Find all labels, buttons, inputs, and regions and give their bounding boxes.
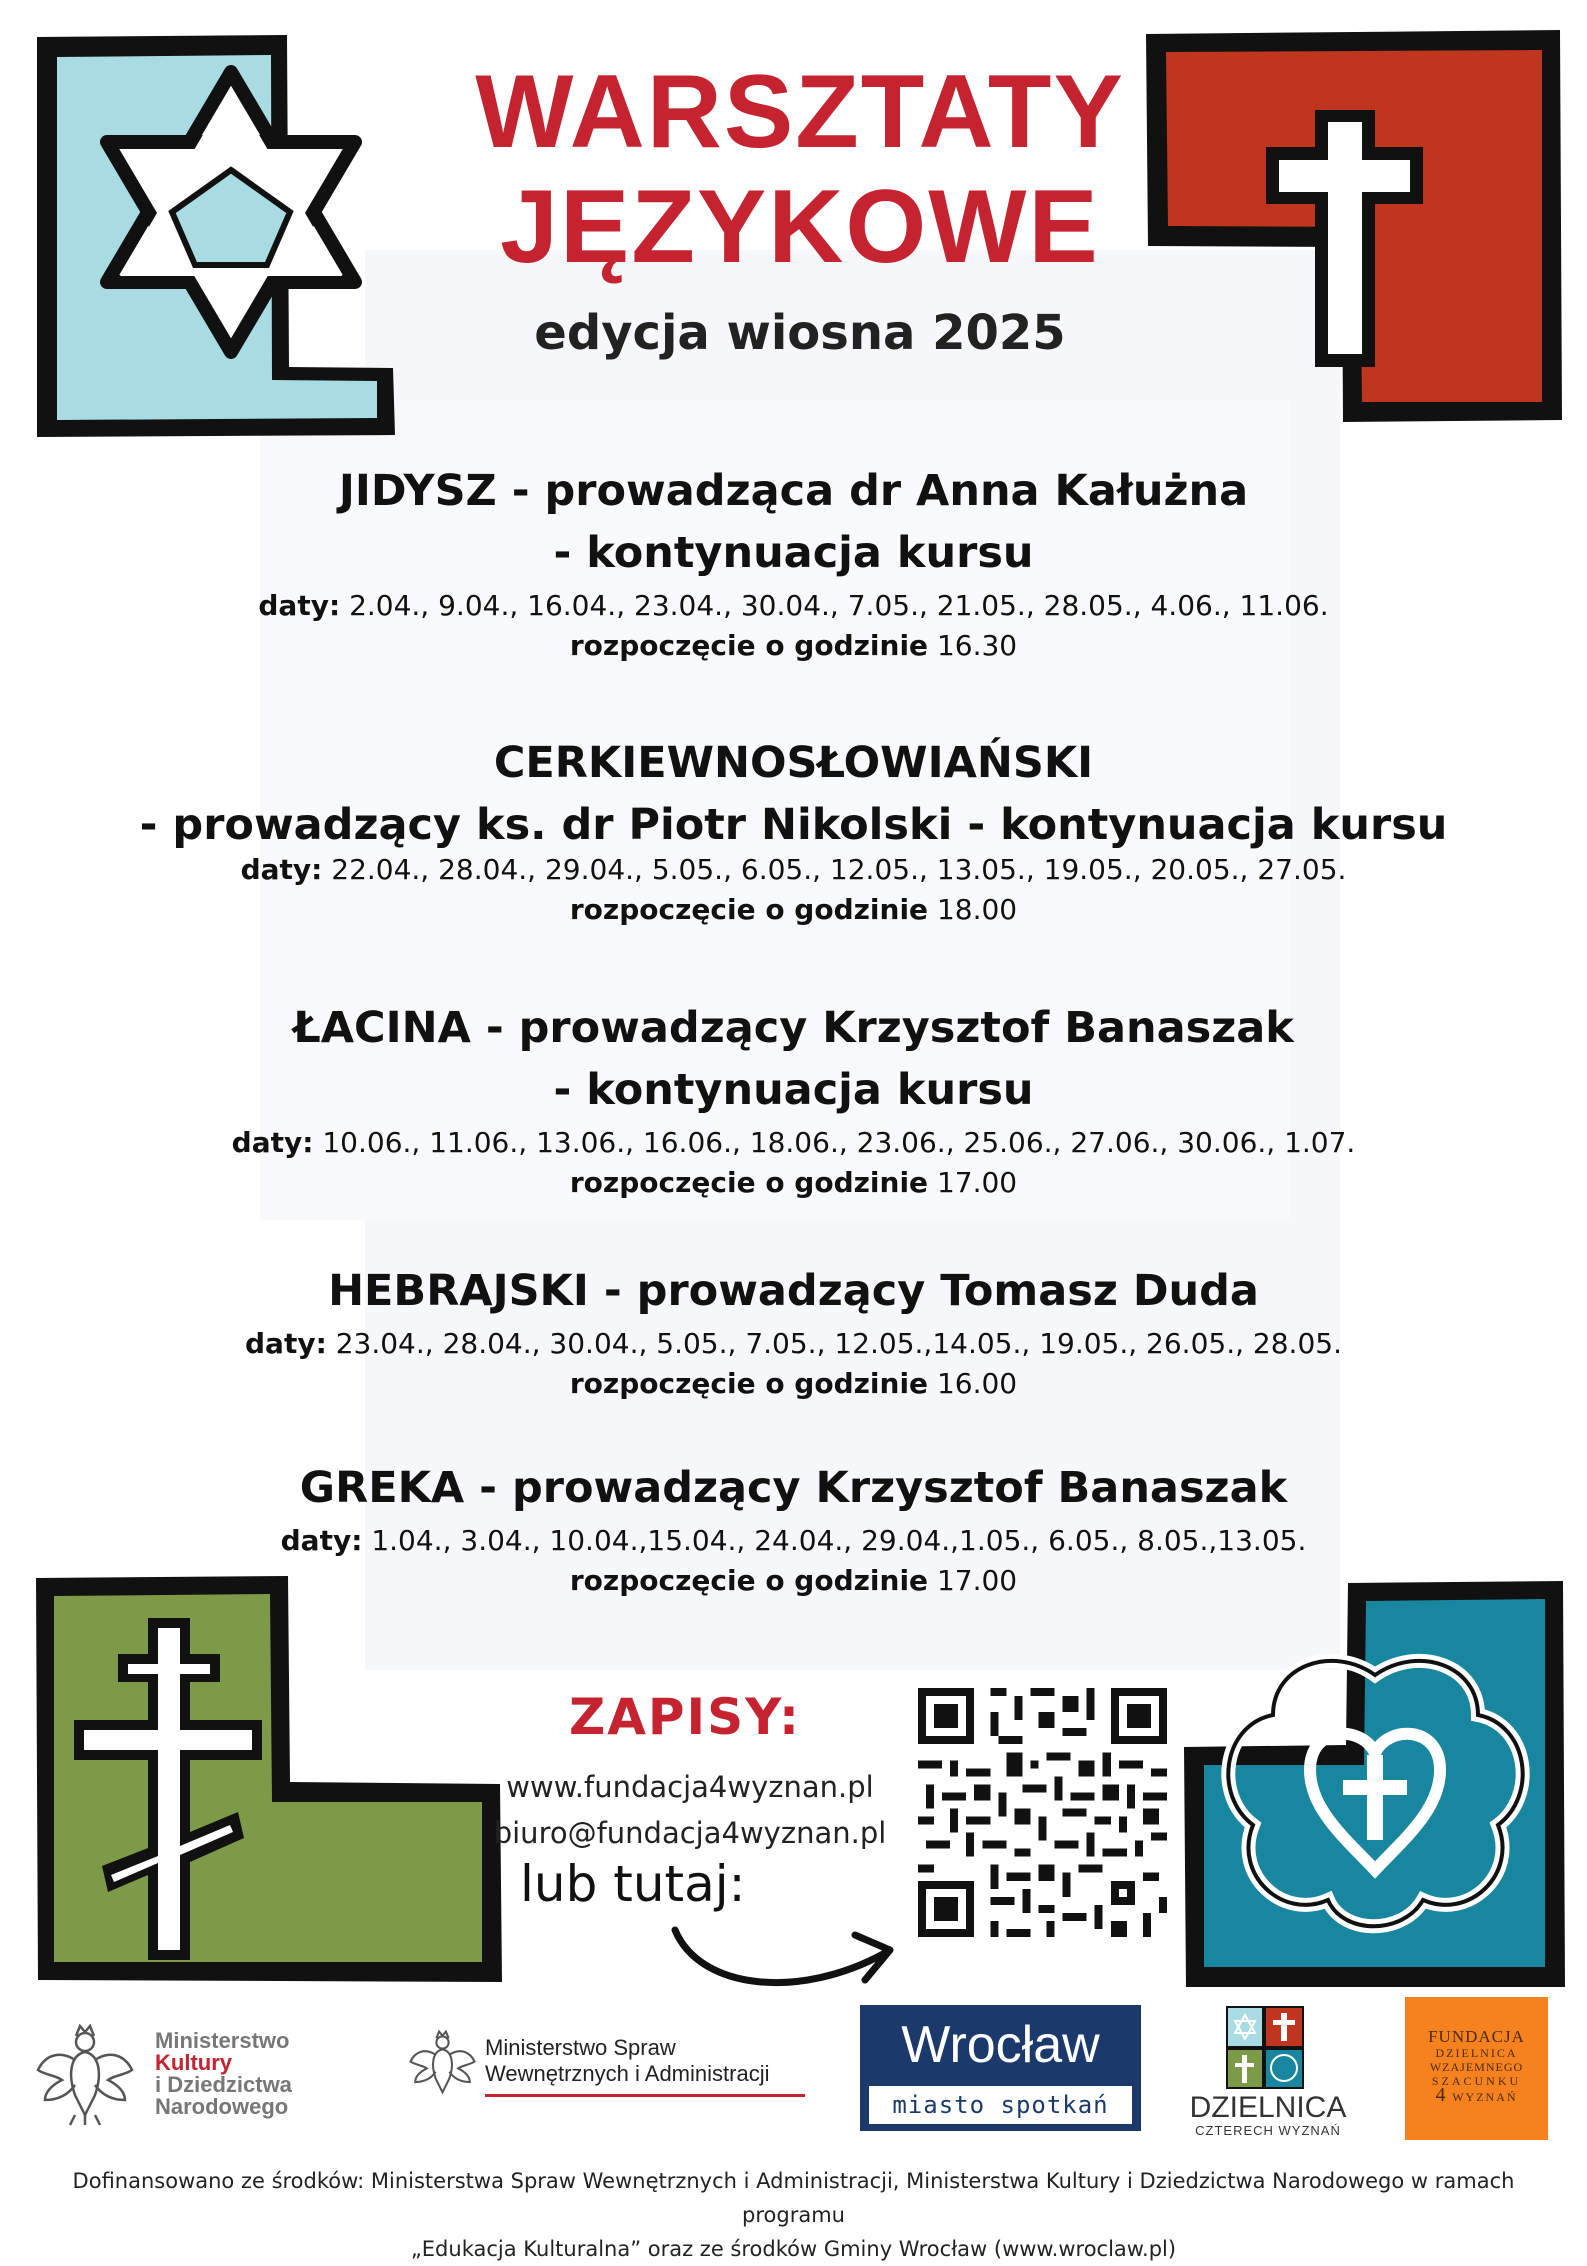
dzielnica-logo: DZIELNICA CZTERECH WYZNAŃ <box>1189 2091 1347 2138</box>
mkidn-logo: Ministerstwo Kultury i Dziedzictwa Narodowego <box>155 2028 292 2119</box>
mswia-underline <box>485 2094 805 2097</box>
signup-title: ZAPISY: <box>568 1688 802 1746</box>
edition-subtitle: edycja wiosna 2025 <box>534 305 1066 361</box>
signup-or-here: lub tutaj: <box>520 1855 746 1913</box>
funding-footer: Dofinansowano ze środków: Ministerstwa Spraw Wewnętrznych i Administracji, Ministerstwa Kultury i Dziedzictwa Narodowego w ramach programu „Edukacja Kulturalna” oraz ze środków Gminy Wrocław (www.wroclaw.pl) <box>72 2169 1515 2261</box>
course-start: rozpoczęcie o godzinie 17.00 <box>569 1166 1018 1199</box>
star-of-david-tile <box>25 25 425 445</box>
course-dates: daty: 2.04., 9.04., 16.04., 23.04., 30.04., 7.05., 21.05., 28.05., 4.06., 11.06. <box>258 589 1329 622</box>
course-title: HEBRAJSKI - prowadzący Tomasz Duda <box>328 1266 1259 1316</box>
course-hebrew <box>100 1260 1487 1404</box>
arrow-icon <box>660 1905 910 2015</box>
course-subtitle: - kontynuacja kursu <box>553 528 1034 578</box>
course-yiddish <box>100 460 1487 666</box>
course-dates: daty: 10.06., 11.06., 13.06., 16.06., 18.06., 23.06., 25.06., 27.06., 30.06., 1.07. <box>231 1126 1356 1159</box>
course-dates: daty: 22.04., 28.04., 29.04., 5.05., 6.05., 12.05., 13.05., 19.05., 20.05., 27.05. <box>240 853 1347 886</box>
course-start: rozpoczęcie o godzinie 16.00 <box>569 1367 1018 1400</box>
course-dates: daty: 1.04., 3.04., 10.04.,15.04., 24.04., 29.04.,1.05., 6.05., 8.05.,13.05. <box>280 1524 1307 1557</box>
course-subtitle: - prowadzący ks. dr Piotr Nikolski - kontynuacja kursu <box>139 800 1448 850</box>
fundacja-logo: FUNDACJA DZIELNICA WZAJEMNEGO SZACUNKU 4 WYZNAŃ <box>1405 1997 1548 2140</box>
course-title: GREKA - prowadzący Krzysztof Banaszak <box>299 1463 1288 1513</box>
signup-website-link[interactable]: www.fundacja4wyznan.pl <box>506 1770 874 1804</box>
mswia-eagle-icon <box>405 2025 480 2105</box>
mswia-logo: Ministerstwo Spraw Wewnętrznych i Administracji <box>485 2035 770 2086</box>
course-start: rozpoczęcie o godzinie 16.30 <box>569 629 1018 662</box>
orthodox-cross-tile <box>30 1570 510 1990</box>
signup-qr-code[interactable] <box>910 1680 1175 1945</box>
lutheran-rose-tile <box>1178 1575 1573 1995</box>
course-greek <box>100 1457 1487 1601</box>
course-start: rozpoczęcie o godzinie 18.00 <box>569 893 1018 926</box>
dzielnica-logo-icon <box>1225 2005 1305 2090</box>
wroclaw-logo: Wrocław miasto spotkań <box>860 2005 1141 2131</box>
course-latin <box>100 997 1487 1203</box>
course-subtitle: - kontynuacja kursu <box>553 1065 1034 1115</box>
course-title: ŁACINA - prowadzący Krzysztof Banaszak <box>293 1003 1294 1053</box>
signup-email-link[interactable]: biuro@fundacja4wyznan.pl <box>493 1816 887 1850</box>
course-church-slavonic <box>100 732 1487 930</box>
course-title: JIDYSZ - prowadząca dr Anna Kałużna <box>338 466 1249 516</box>
page-title-line2: JĘZYKOWE <box>500 169 1100 285</box>
course-title: CERKIEWNOSŁOWIAŃSKI <box>493 738 1094 788</box>
course-dates: daty: 23.04., 28.04., 30.04., 5.05., 7.05., 12.05.,14.05., 19.05., 26.05., 28.05. <box>245 1327 1342 1360</box>
course-start: rozpoczęcie o godzinie 17.00 <box>569 1564 1018 1597</box>
polish-eagle-icon <box>30 2020 140 2130</box>
page-title-line1: WARSZTATY <box>475 54 1125 170</box>
